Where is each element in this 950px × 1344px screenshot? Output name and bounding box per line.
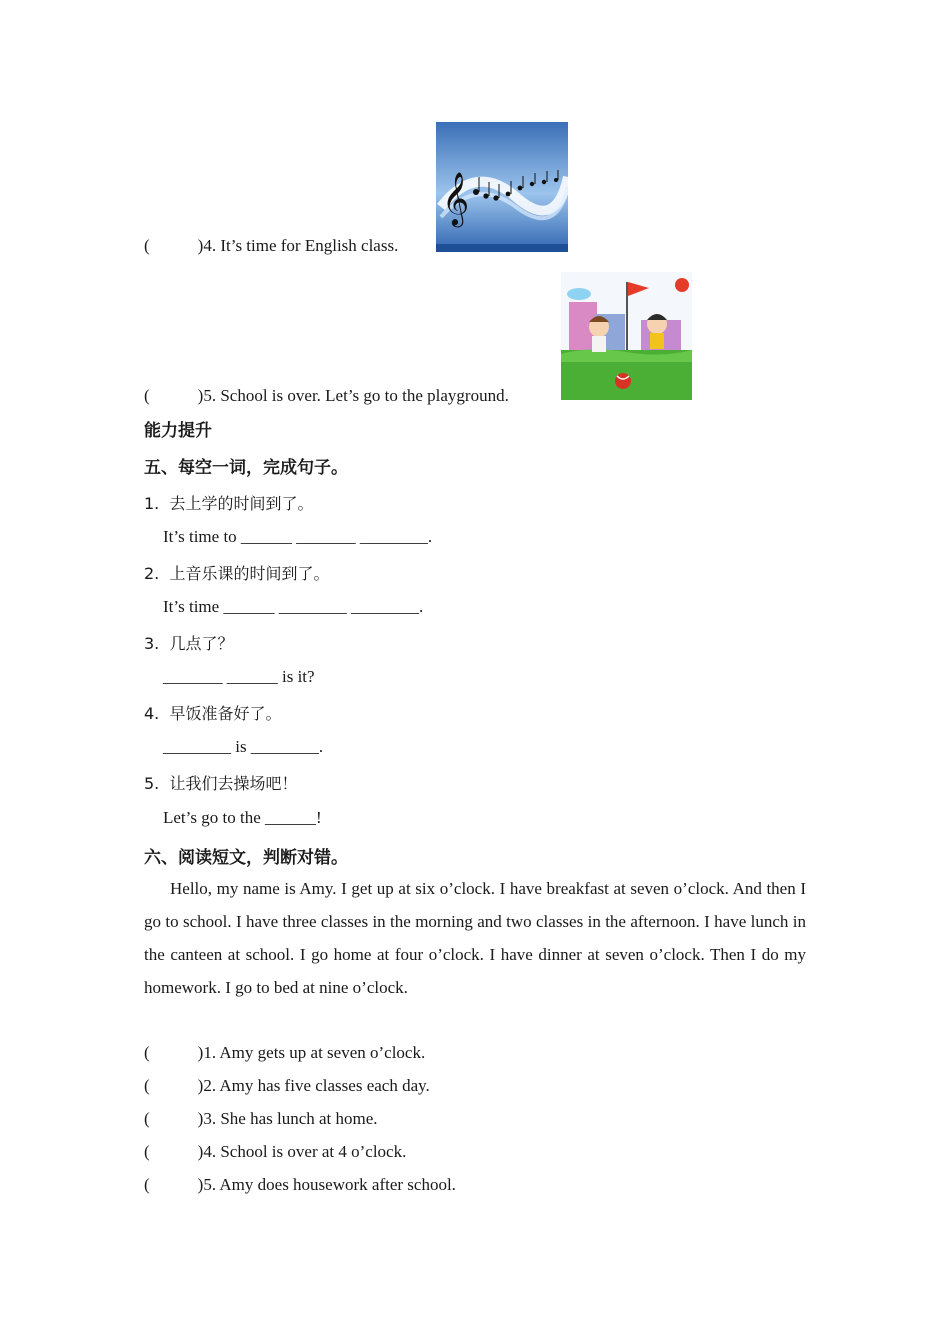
answer-paren[interactable]: ( (144, 1076, 150, 1095)
judge-question-4: ( )4. School is over at 4 o’clock. (144, 1142, 407, 1161)
question-text: )4. It’s time for English class. (197, 236, 399, 255)
section-ability-heading: 能力提升 (144, 421, 212, 441)
picture-question-5 (144, 386, 509, 406)
s5-item-3-en[interactable]: _______ ______ is it? (163, 667, 315, 686)
s5-item-1-cn: 1. 去上学的时间到了。 (144, 494, 314, 513)
music-notes-picture (436, 122, 568, 252)
s5-item-5-en[interactable]: Let’s go to the ______! (163, 808, 322, 827)
section5-heading: 五、每空一词，完成句子。 (144, 458, 348, 478)
answer-paren[interactable]: ( (144, 1043, 150, 1062)
answer-paren[interactable]: ( (144, 236, 150, 255)
s5-item-1-en[interactable]: It’s time to ______ _______ ________. (163, 527, 433, 546)
answer-paren[interactable]: ( (144, 1175, 150, 1194)
judge-question-5: ( )5. Amy does housework after school. (144, 1175, 456, 1194)
s5-item-5-cn: 5. 让我们去操场吧！ (144, 774, 298, 793)
answer-paren[interactable]: ( (144, 386, 150, 405)
answer-paren[interactable]: ( (144, 1142, 150, 1161)
question-text: )5. School is over. Let’s go to the playground. (197, 386, 509, 405)
playground-kids-picture (561, 272, 692, 400)
section6-heading: 六、阅读短文，判断对错。 (144, 848, 348, 868)
judge-question-2: ( )2. Amy has five classes each day. (144, 1076, 430, 1095)
s5-item-4-en[interactable]: ________ is ________. (163, 737, 324, 756)
svg-text:𝄞: 𝄞 (442, 171, 470, 225)
s5-item-2-cn: 2. 上音乐课的时间到了。 (144, 564, 330, 583)
judge-question-3: ( )3. She has lunch at home. (144, 1109, 378, 1128)
s5-item-3-cn: 3. 几点了？ (144, 634, 234, 653)
reading-passage: Hello, my name is Amy. I get up at six o’clock. I have breakfast at seven o’clock. And then I go to school. I have three classes in the morning and two classes in the afternoon. I have lunch in the canteen at school. I go home at four o’clock. I have dinner at seven o’clock. Then I do my homework. I go to bed at nine o’clock. (144, 879, 806, 997)
judge-question-1: ( )1. Amy gets up at seven o’clock. (144, 1043, 426, 1062)
s5-item-4-cn: 4. 早饭准备好了。 (144, 704, 282, 723)
answer-paren[interactable]: ( (144, 1109, 150, 1128)
s5-item-2-en[interactable]: It’s time ______ ________ ________. (163, 597, 424, 616)
picture-question-4 (144, 236, 398, 256)
